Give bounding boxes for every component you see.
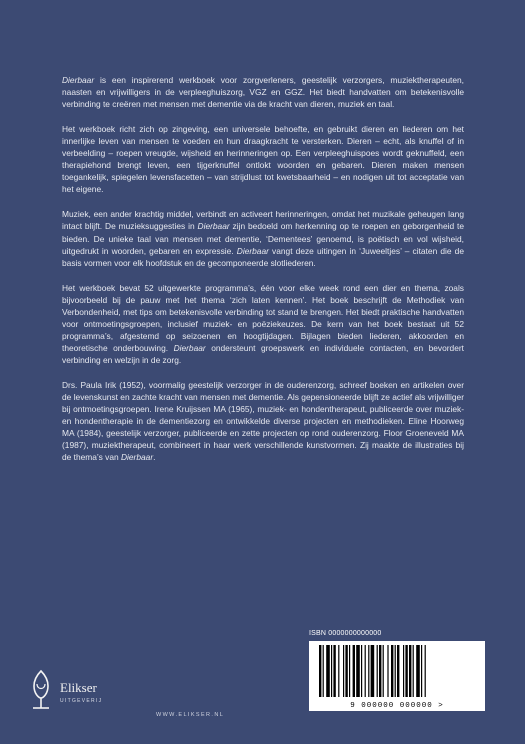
publisher-name: Elikser [60,680,97,695]
barcode-bars [309,643,485,701]
barcode-digits: 9 000000 000000 > [350,702,444,710]
paragraph-intro: Dierbaar is een inspirerend werkboek voor zorgverleners, geestelijk verzorgers, muziektherapeuten, naasten en vrijwilligers in de verpleeghuiszorg, VGZ en GGZ. Het biedt handvatten om betekenisvolle verbinding te creëren met mensen met dementie via de kracht van dieren, muziek en taal. [62,75,464,110]
barcode [309,641,485,711]
book-title: Dierbaar [236,245,269,256]
back-cover-text [62,74,464,463]
book-title: Dierbaar [197,221,230,232]
paragraph-authors: Drs. Paula Irik (1952), voormalig geestelijk verzorger in de ouderenzorg, schreef boeken en artikelen over de levenskunst en zachte kracht van mensen met dementie. Als gepensioneerde blijft ze actief als vrijwilliger bij ontmoetingsgroepen. Irene Kruijssen MA (1965), muziek- en hondentherapeut, publiceerde over muziek- en hondentherapie in de dementiezorg en ontwikkelde diverse projecten en methodieken. Eline Hoorweg MA (1984), geestelijk verzorger, publiceerde en zette projecten op rond ouderenzorg. Floor Groeneveld MA (1987), muziektherapeut, combineert in haar werk verschillende kunstvormen. Zij maakte de illustraties bij de thema’s van Dierbaar. [62,379,464,463]
paragraph-programs: Het werkboek bevat 52 uitgewerkte programma’s, één voor elke week rond een dier en thema, zoals bijvoorbeeld bij de pauw met het thema ‘zich laten kennen’. Het boek beschrijft de Methodiek van Verbondenheid, met tips om betekenisvolle verbinding tot stand te brengen. Het biedt praktische handvatten voor ontmoetingsgroepen, inclusief muziek- en poëziekeuzes. De kern van het boek bestaat uit 52 programma’s, afgestemd op seizoenen en hoogtijdagen. Bijlagen bieden liederen, akkoorden en theoretische onderbouwing. Dierbaar ondersteunt groepswerk en individuele contacten, en bevordert verbinding en welzijn in de zorg. [62,282,464,365]
publisher-subtitle: UITGEVERIJ [60,698,103,704]
publisher-website: WWW.ELIKSER.NL [156,712,225,718]
elikser-logo-icon [24,668,58,712]
paragraph-music: Muziek, een ander krachtig middel, verbindt en activeert herinneringen, omdat het muzikale geheugen lang intact blijft. De muzieksuggesties in Dierbaar zijn bedoeld om herkenning op te roepen en geborgenheid te bieden. De unieke taal van mensen met dementie, ‘Dementees’ genoemd, is poëtisch en vol wijsheid, uitgedrukt in woorden, gebaren en expressie. Dierbaar vangt deze uitingen in ‘Juweeltjes’ – citaten die de basis vormen voor elk hoofdstuk en de gecomponeerde slotliederen. [62,209,464,268]
book-title: Dierbaar [62,75,95,85]
publisher-logo [24,668,144,718]
book-title: Dierbaar [120,452,154,463]
paragraph-animals: Het werkboek richt zich op zingeving, een universele behoefte, en gebruikt dieren en liederen om het innerlijke leven van mensen te voeden en hun draagkracht te versterken. Dieren – echt, als knuffel of in verbeelding – roepen vreugde, wijsheid en herinneringen op. Een verpleeghuispoes wordt geknuffeld, een therapiehond brengt leven, een tijgerknuffel ontlokt woorden en gebaren. Dieren maken mensen toegankelijk, spiegelen levensfacetten – van strijdlust tot kwetsbaarheid – en nodigen uit tot acceptatie van het eigene. [62,124,464,195]
book-title: Dierbaar [173,342,206,353]
barcode-area [309,630,485,710]
isbn-label: ISBN 0000000000000 [309,630,382,637]
